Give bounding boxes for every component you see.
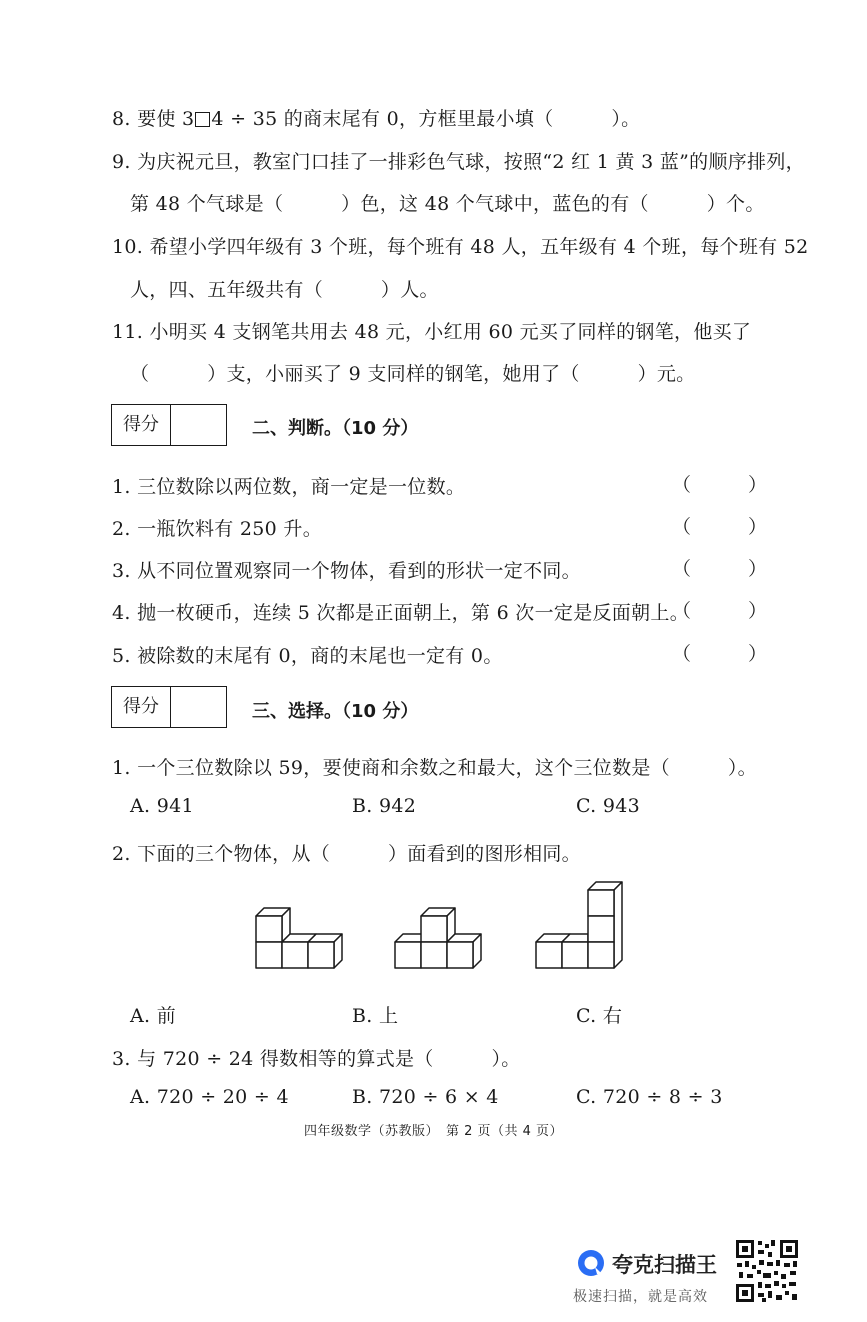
choice-3-option-b: B. 720 ÷ 6 × 4 [352, 1086, 499, 1108]
answer-paren-3: （ ） [672, 558, 768, 580]
score-box-section-3 [111, 686, 227, 728]
question-8 [112, 104, 640, 131]
answer-paren-1: （ ） [672, 474, 768, 496]
section-3-title: 三、选择。（10 分） [252, 701, 419, 722]
page-footer: 四年级数学（苏教版） 第 2 页（共 4 页） [303, 1124, 564, 1139]
cube-object-1 [256, 908, 342, 968]
question-10-line-1: 10. 希望小学四年级有 3 个班，每个班有 48 人，五年级有 4 个班，每个班有 52 [112, 236, 809, 258]
choice-1-option-a: A. 941 [130, 795, 194, 817]
choice-3-option-a: A. 720 ÷ 20 ÷ 4 [130, 1086, 289, 1108]
watermark-brand: 夸克扫描王 [612, 1253, 717, 1277]
question-8-prefix: 8. 要使 3 [112, 108, 195, 130]
qr-code-icon [734, 1238, 800, 1304]
choice-2-option-c: C. 右 [576, 1005, 623, 1027]
score-label: 得分 [112, 687, 171, 727]
question-11-line-2: （ ）支，小丽买了 9 支同样的钢笔，她用了（ ）元。 [130, 363, 696, 385]
choice-1-option-c: C. 943 [576, 795, 641, 817]
choice-2-option-b: B. 上 [352, 1005, 399, 1027]
score-label: 得分 [112, 405, 171, 445]
choice-3-option-c: C. 720 ÷ 8 ÷ 3 [576, 1086, 723, 1108]
judge-item-3: 3. 从不同位置观察同一个物体，看到的形状一定不同。 [112, 560, 581, 582]
judge-item-5: 5. 被除数的末尾有 0，商的末尾也一定有 0。 [112, 645, 503, 667]
choice-question-2: 2. 下面的三个物体，从（ ）面看到的图形相同。 [112, 843, 581, 865]
choice-question-1: 1. 一个三位数除以 59，要使商和余数之和最大，这个三位数是（ ）。 [112, 757, 757, 779]
judge-item-1: 1. 三位数除以两位数，商一定是一位数。 [112, 476, 466, 498]
question-11-line-1: 11. 小明买 4 支钢笔共用去 48 元，小红用 60 元买了同样的钢笔，他买了 [112, 321, 752, 343]
watermark-slogan: 极速扫描，就是高效 [573, 1289, 708, 1305]
choice-question-3: 3. 与 720 ÷ 24 得数相等的算式是（ ）。 [112, 1048, 521, 1070]
answer-paren-2: （ ） [672, 516, 768, 538]
choice-2-option-a: A. 前 [130, 1005, 177, 1027]
cube-figures [250, 880, 630, 980]
section-2-title: 二、判断。（10 分） [252, 418, 419, 439]
question-10-line-2: 人，四、五年级共有（ ）人。 [130, 279, 439, 301]
quark-logo-icon [576, 1248, 606, 1278]
score-box-section-2 [111, 404, 227, 446]
question-9-line-1: 9. 为庆祝元旦，教室门口挂了一排彩色气球，按照“2 红 1 黄 3 蓝”的顺序排列， [112, 151, 805, 173]
judge-item-2: 2. 一瓶饮料有 250 升。 [112, 518, 323, 540]
answer-paren-4: （ ） [672, 600, 768, 622]
cube-object-2 [395, 908, 481, 968]
question-9-line-2: 第 48 个气球是（ ）色，这 48 个气球中，蓝色的有（ ）个。 [130, 193, 765, 215]
cube-object-3 [536, 882, 622, 968]
judge-item-4: 4. 抛一枚硬币，连续 5 次都是正面朝上，第 6 次一定是反面朝上。 [112, 602, 690, 624]
answer-paren-5: （ ） [672, 643, 768, 665]
question-8-suffix: 4 ÷ 35 的商末尾有 0，方框里最小填（ ）。 [211, 108, 641, 130]
choice-1-option-b: B. 942 [352, 795, 417, 817]
blank-square-box [195, 112, 210, 127]
